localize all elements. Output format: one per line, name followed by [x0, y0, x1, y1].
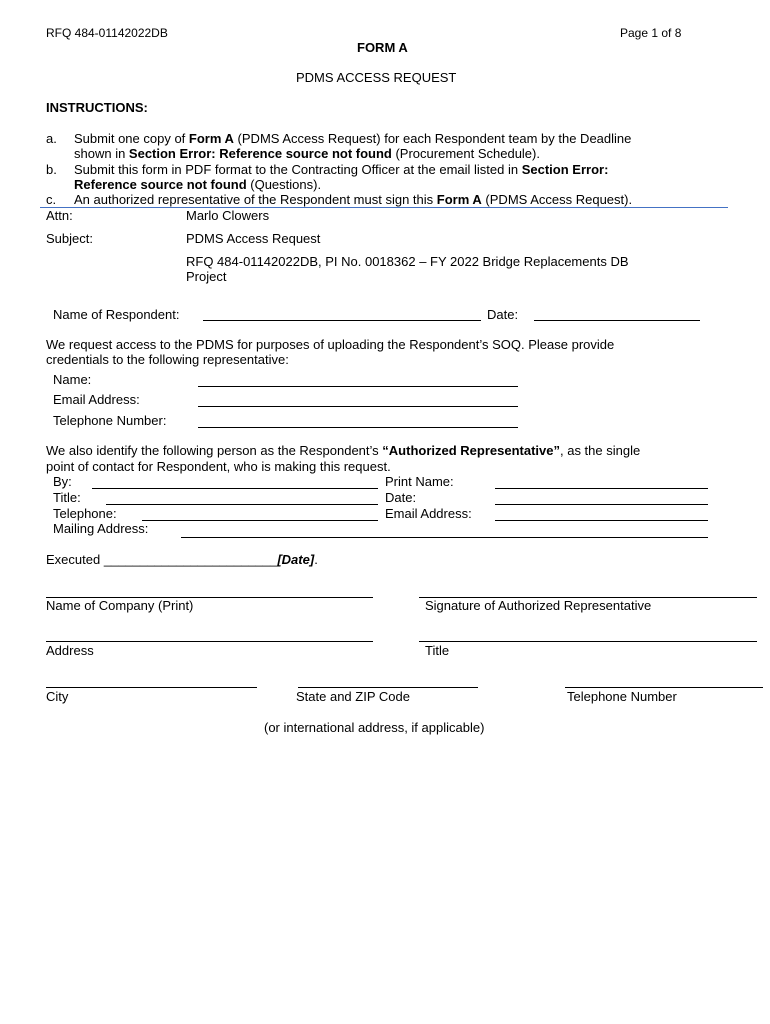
instruction-a-marker: a. [46, 131, 57, 146]
instruction-b-line2: Reference source not found (Questions). [74, 177, 322, 192]
city-field[interactable] [46, 687, 257, 688]
rep-email-label: Email Address: [53, 392, 140, 407]
instruction-b-line1: Submit this form in PDF format to the Contracting Officer at the email listed in Section Error: [74, 162, 609, 177]
page-number: Page 1 of 8 [620, 26, 682, 40]
authorized-line2: point of contact for Respondent, who is making this request. [46, 459, 391, 474]
auth-date-label: Date: [385, 490, 417, 505]
rep-name-field[interactable] [198, 386, 518, 387]
project-line2: Project [186, 269, 227, 284]
respondent-date-field[interactable] [534, 320, 700, 321]
form-subtitle: PDMS ACCESS REQUEST [296, 70, 457, 85]
auth-email-label: Email Address: [385, 506, 472, 521]
rep-phone-label: Telephone Number: [53, 413, 167, 428]
subject-label: Subject: [46, 231, 93, 246]
sig-title-field[interactable] [419, 641, 757, 642]
title-field[interactable] [106, 504, 378, 505]
respondent-date-label: Date: [487, 307, 519, 322]
state-zip-field[interactable] [298, 687, 478, 688]
mailing-address-label: Mailing Address: [53, 521, 149, 536]
title-label: Title: [53, 490, 81, 505]
project-line1: RFQ 484-01142022DB, PI No. 0018362 – FY 2022 Bridge Replacements DB [186, 254, 629, 269]
rfq-number: RFQ 484-01142022DB [46, 26, 168, 40]
company-name-label: Name of Company (Print) [46, 598, 194, 613]
sig-phone-field[interactable] [565, 687, 763, 688]
subject-value: PDMS Access Request [186, 231, 321, 246]
section-divider [40, 207, 728, 208]
print-name-label: Print Name: [385, 474, 454, 489]
sig-phone-label: Telephone Number [567, 689, 677, 704]
print-name-field[interactable] [495, 488, 708, 489]
instruction-a-line2: shown in Section Error: Reference source not found (Procurement Schedule). [74, 146, 540, 161]
auth-email-field[interactable] [495, 520, 708, 521]
international-note: (or international address, if applicable) [264, 720, 485, 735]
request-line2: credentials to the following representative: [46, 352, 289, 367]
executed-line: Executed ________________________[Date]. [46, 552, 318, 567]
instruction-a-line1: Submit one copy of Form A (PDMS Access Request) for each Respondent team by the Deadline [74, 131, 632, 146]
instructions-heading: INSTRUCTIONS: [46, 100, 148, 115]
respondent-name-label: Name of Respondent: [53, 307, 180, 322]
request-line1: We request access to the PDMS for purposes of uploading the Respondent’s SOQ. Please provide [46, 337, 615, 352]
auth-date-field[interactable] [495, 504, 708, 505]
instruction-c-line1: An authorized representative of the Respondent must sign this Form A (PDMS Access Request). [74, 192, 633, 207]
form-title: FORM A [357, 40, 408, 55]
instruction-c-marker: c. [46, 192, 57, 207]
by-field[interactable] [92, 488, 378, 489]
city-label: City [46, 689, 69, 704]
sig-title-label: Title [425, 643, 450, 658]
authorized-line1: We also identify the following person as the Respondent’s “Authorized Representative”, as the single [46, 443, 641, 458]
rep-name-label: Name: [53, 372, 92, 387]
mailing-address-field[interactable] [181, 537, 708, 538]
attn-value: Marlo Clowers [186, 208, 270, 223]
attn-label: Attn: [46, 208, 73, 223]
instruction-b-marker: b. [46, 162, 57, 177]
rep-email-field[interactable] [198, 406, 518, 407]
address-field[interactable] [46, 641, 373, 642]
respondent-name-field[interactable] [203, 320, 481, 321]
telephone-label: Telephone: [53, 506, 117, 521]
telephone-field[interactable] [142, 520, 378, 521]
by-label: By: [53, 474, 72, 489]
rep-phone-field[interactable] [198, 427, 518, 428]
signature-label: Signature of Authorized Representative [425, 598, 652, 613]
state-zip-label: State and ZIP Code [296, 689, 410, 704]
address-label: Address [46, 643, 94, 658]
